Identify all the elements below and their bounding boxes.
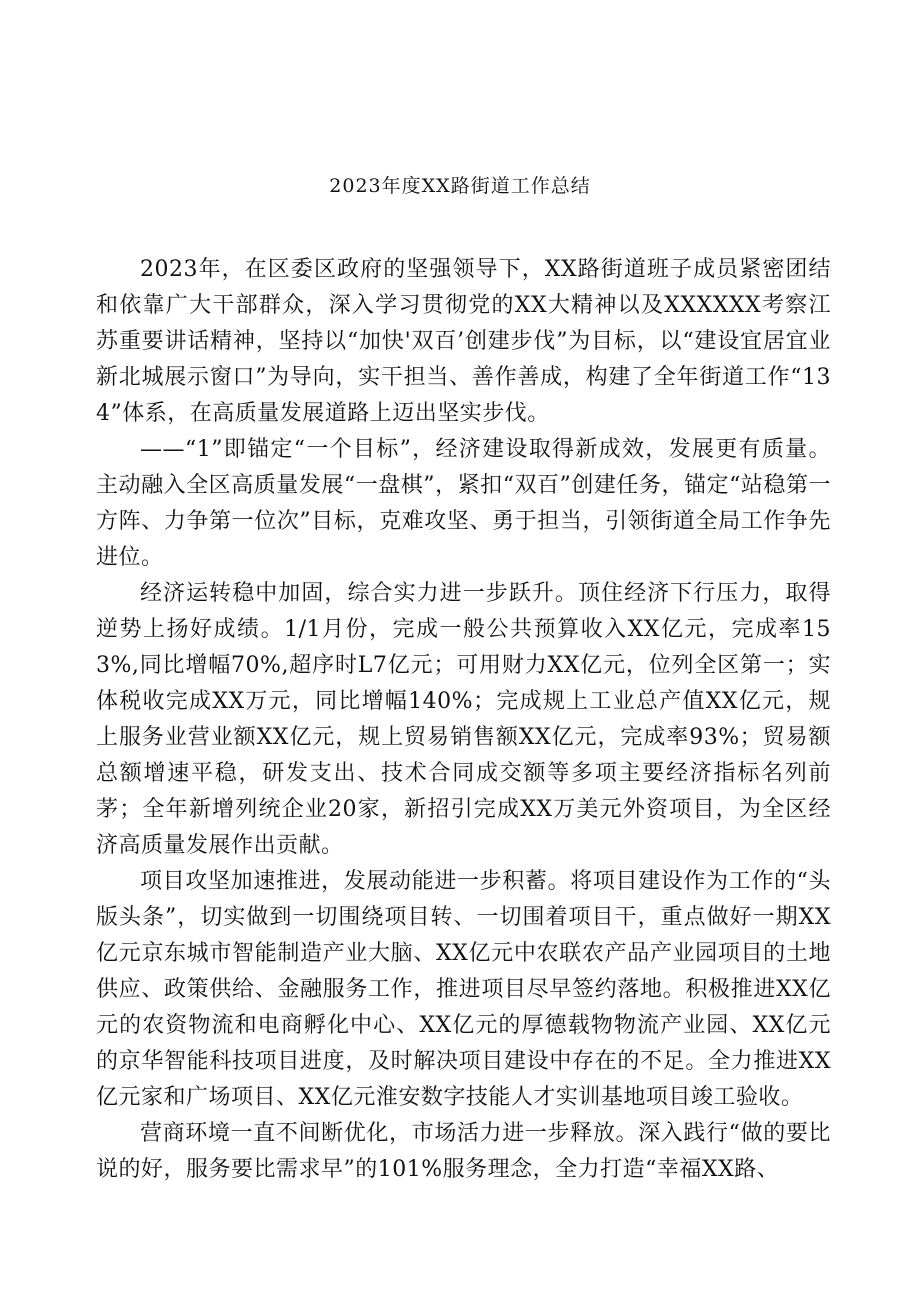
document-body (96, 252, 831, 1188)
paragraph-business-environment: 营商环境一直不间断优化，市场活力进一步释放。深入践行“做的要比说的好，服务要比需求早”的101%服务理念，全力打造“幸福XX路、 (96, 1121, 831, 1182)
paragraph-intro: 2023年，在区委区政府的坚强领导下，XX路街道班子成员紧密团结和依靠广大干部群众，深入学习贯彻党的XX大精神以及XXXXXX考察江苏重要讲话精神，坚持以“加快'双百’创建步伐”为目标，以“建设宜居宜业新北城展示窗口”为导向，实干担当、善作善成，构建了全年街道工作“134”体系，在高质量发展道路上迈出坚实步伐。 (96, 257, 831, 426)
paragraph-economy: 经济运转稳中加固，综合实力进一步跃升。顶住经济下行压力，取得逆势上扬好成绩。1/1月份，完成一般公共预算收入XX亿元，完成率153%,同比增幅70%,超序时L7亿元；可用财力XX亿元，位列全区第一；实体税收完成XX万元，同比增幅140%；完成规上工业总产值XX亿元，规上服务业营业额XX亿元，规上贸易销售额XX亿元，完成率93%；贸易额总额增速平稳，研发支出、技术合同成交额等多项主要经济指标名列前茅；全年新增列统企业20家，新招引完成XX万美元外资项目，为全区经济高质量发展作出贡献。 (96, 581, 831, 858)
paragraph-projects: 项目攻坚加速推进，发展动能进一步积蓄。将项目建设作为工作的“头版头条”，切实做到一切围绕项目转、一切围着项目干，重点做好一期XX亿元京东城市智能制造产业大脑、XX亿元中农联农产品产业园项目的土地供应、政策供给、金融服务工作，推进项目尽早签约落地。积极推进XX亿元的农资物流和电商孵化中心、XX亿元的厚德载物物流产业园、XX亿元的京华智能科技项目进度，及时解决项目建设中存在的不足。全力推进XX亿元家和广场项目、XX亿元淮安数字技能人才实训基地项目竣工验收。 (96, 869, 831, 1110)
document-title: 2023年度XX路街道工作总结 (329, 175, 591, 197)
paragraph-one-goal: ——“1”即锚定“一个目标”，经济建设取得新成效，发展更有质量。主动融入全区高质量发展“一盘棋”，紧扣“双百”创建任务，锚定“站稳第一方阵、力争第一位次”目标，克难攻坚、勇于担当，引领街道全局工作争先进位。 (96, 437, 831, 570)
